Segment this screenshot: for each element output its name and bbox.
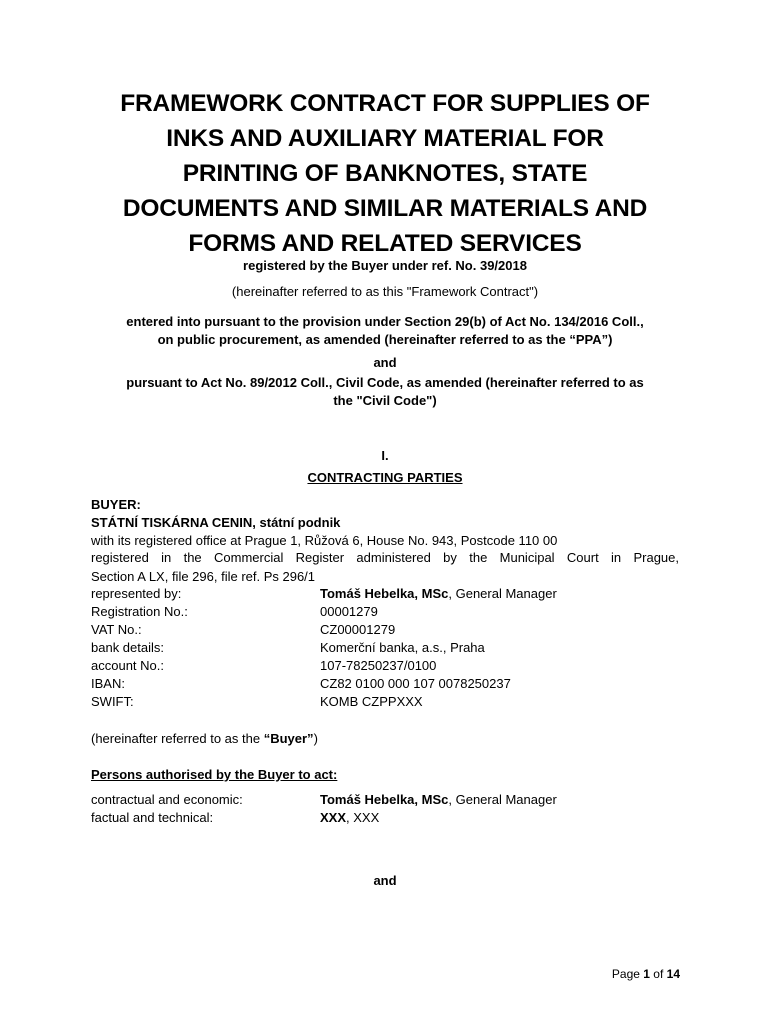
buyer-detail-row bbox=[91, 676, 691, 694]
detail-label: bank details: bbox=[91, 640, 164, 655]
detail-value: CZ00001279 bbox=[320, 622, 396, 637]
buyer-detail-row bbox=[91, 694, 691, 712]
legal-basis-line: pursuant to Act No. 89/2012 Coll., Civil Code, as amended (hereinafter referred to as bbox=[126, 375, 644, 390]
legal-basis-line: the "Civil Code") bbox=[333, 393, 437, 408]
buyer-detail-row bbox=[91, 586, 691, 604]
detail-label: IBAN: bbox=[91, 676, 125, 691]
section-title: CONTRACTING PARTIES bbox=[307, 470, 463, 485]
page-footer: Page 1 of 14 bbox=[611, 967, 680, 981]
detail-label: SWIFT: bbox=[91, 694, 134, 709]
buyer-name: STÁTNÍ TISKÁRNA CENIN, státní podnik bbox=[91, 515, 341, 530]
document-title bbox=[60, 86, 710, 261]
persons-heading: Persons authorised by the Buyer to act: bbox=[91, 767, 338, 782]
detail-label: account No.: bbox=[91, 658, 164, 673]
person-role: contractual and economic: bbox=[91, 792, 243, 807]
buyer-address: with its registered office at Prague 1, Růžová 6, House No. 943, Postcode 110 00 bbox=[91, 533, 558, 548]
buyer-detail-row bbox=[91, 604, 691, 622]
buyer-detail-row bbox=[91, 622, 691, 640]
person-role: factual and technical: bbox=[91, 810, 214, 825]
buyer-register: registered in the Commercial Register administered by the Municipal Court in Prague, bbox=[91, 550, 679, 565]
detail-value: 107-78250237/0100 bbox=[320, 658, 437, 673]
legal-basis-line: on public procurement, as amended (hereinafter referred to as the “PPA”) bbox=[157, 332, 613, 347]
title-line: FORMS AND RELATED SERVICES bbox=[188, 230, 582, 257]
detail-value: KOMB CZPPXXX bbox=[320, 694, 423, 709]
buyer-detail-row bbox=[91, 658, 691, 676]
conjunction: and bbox=[373, 873, 397, 888]
person-value: XXX, XXX bbox=[320, 810, 380, 825]
detail-label: VAT No.: bbox=[91, 622, 142, 637]
detail-value: Komerční banka, a.s., Praha bbox=[320, 640, 485, 655]
person-row bbox=[91, 792, 691, 810]
section-number: I. bbox=[381, 448, 389, 463]
title-line: FRAMEWORK CONTRACT FOR SUPPLIES OF bbox=[120, 90, 650, 117]
detail-label: Registration No.: bbox=[91, 604, 188, 619]
detail-value: 00001279 bbox=[320, 604, 378, 619]
person-row bbox=[91, 810, 691, 828]
buyer-detail-row bbox=[91, 640, 691, 658]
contract-alias: (hereinafter referred to as this "Framework Contract") bbox=[231, 284, 539, 299]
buyer-register: Section A LX, file 296, file ref. Ps 296/1 bbox=[91, 569, 316, 584]
detail-label: represented by: bbox=[91, 586, 182, 601]
detail-value: Tomáš Hebelka, MSc, General Manager bbox=[320, 586, 557, 601]
title-line: INKS AND AUXILIARY MATERIAL FOR bbox=[166, 125, 604, 152]
registration-reference: registered by the Buyer under ref. No. 39/2018 bbox=[243, 258, 527, 273]
title-line: PRINTING OF BANKNOTES, STATE bbox=[182, 160, 588, 187]
person-value: Tomáš Hebelka, MSc, General Manager bbox=[320, 792, 557, 807]
buyer-heading: BUYER: bbox=[91, 497, 141, 512]
title-line: DOCUMENTS AND SIMILAR MATERIALS AND bbox=[122, 195, 648, 222]
conjunction: and bbox=[373, 355, 397, 370]
buyer-alias: (hereinafter referred to as the “Buyer”) bbox=[91, 731, 318, 746]
legal-basis-line: entered into pursuant to the provision under Section 29(b) of Act No. 134/2016 Coll., bbox=[126, 314, 644, 329]
detail-value: CZ82 0100 000 107 0078250237 bbox=[320, 676, 511, 691]
